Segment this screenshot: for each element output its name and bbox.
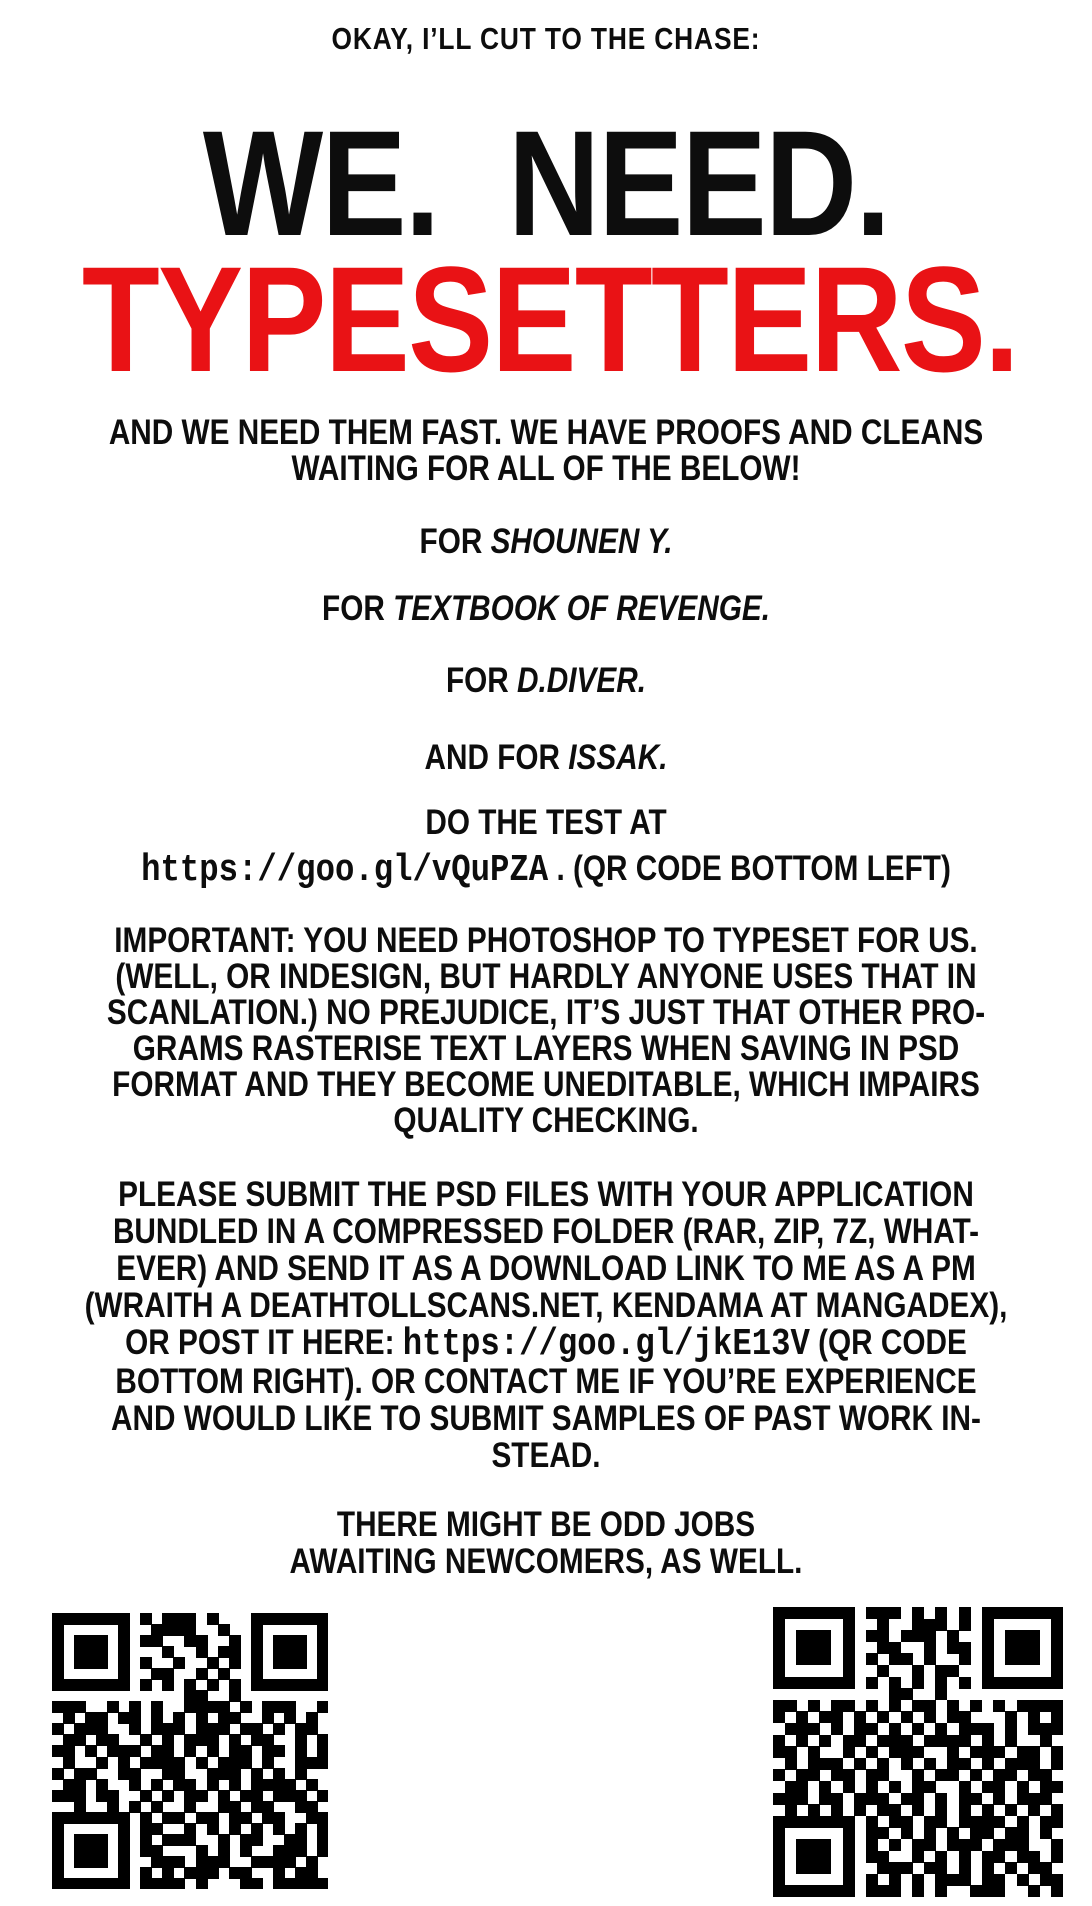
odd-jobs-note [82, 1506, 1010, 1580]
series-title: TEXTBOOK OF REVENGE. [393, 589, 770, 628]
important-paragraph [82, 923, 1010, 1139]
qr-code-bottom-right [773, 1607, 1063, 1897]
urgency-line-2: WAITING FOR ALL OF THE BELOW! [291, 449, 801, 488]
headline-we-need: WE. NEED. [202, 99, 890, 267]
odd-jobs-line-2: AWAITING NEWCOMERS, AS WELL. [289, 1542, 803, 1581]
test-url: https://goo.gl/vQuPZA [141, 849, 549, 892]
series-prefix: FOR [445, 661, 518, 700]
series-title: ISSAK. [568, 738, 668, 777]
important-line: GRAMS RASTERISE TEXT LAYERS WHEN SAVING IN PSD [132, 1029, 960, 1068]
series-item-shounen-y [82, 524, 1010, 560]
test-heading: DO THE TEST AT [425, 803, 667, 842]
series-title: SHOUNEN Y. [490, 522, 673, 561]
series-prefix: AND FOR [424, 738, 569, 777]
series-item-issak [82, 740, 1010, 776]
submit-url-suffix: (QR CODE [809, 1323, 967, 1362]
headline-typesetters: TYPESETTERS. [81, 235, 1018, 403]
submit-line: STEAD. [491, 1436, 601, 1475]
test-url-line [82, 849, 1010, 891]
test-url-suffix: . (QR CODE BOTTOM LEFT) [548, 849, 951, 888]
important-line: (WELL, OR INDESIGN, BUT HARDLY ANYONE USES THAT IN [115, 957, 977, 996]
submit-line: AND WOULD LIKE TO SUBMIT SAMPLES OF PAST WORK IN- [111, 1399, 981, 1438]
submit-line: PLEASE SUBMIT THE PSD FILES WITH YOUR APPLICATION [118, 1175, 974, 1214]
important-line: IMPORTANT: YOU NEED PHOTOSHOP TO TYPESET FOR US. [114, 921, 978, 960]
urgency-line-1: AND WE NEED THEM FAST. WE HAVE PROOFS AND CLEANS [108, 413, 984, 452]
qr-code-bottom-left [52, 1613, 328, 1889]
urgency-text [82, 415, 1010, 487]
series-item-textbook-of-revenge [82, 591, 1010, 627]
submit-line: BUNDLED IN A COMPRESSED FOLDER (RAR, ZIP, 7Z, WHAT- [112, 1212, 980, 1251]
series-prefix: FOR [322, 589, 394, 628]
series-item-d-diver [82, 663, 1010, 699]
series-prefix: FOR [419, 522, 491, 561]
important-line: SCANLATION.) NO PREJUDICE, IT’S JUST THAT OTHER PRO- [106, 993, 986, 1032]
submission-paragraph [82, 1176, 1010, 1474]
submit-url-prefix: OR POST IT HERE: [125, 1323, 403, 1362]
important-line: FORMAT AND THEY BECOME UNEDITABLE, WHICH IMPAIRS [112, 1065, 980, 1104]
series-title: D.DIVER. [517, 661, 647, 700]
submit-line: (WRAITH A DEATHTOLLSCANS.NET, KENDAMA AT MANGADEX), [84, 1286, 1008, 1325]
odd-jobs-line-1: THERE MIGHT BE ODD JOBS [336, 1505, 756, 1544]
intro-line: OKAY, I’LL CUT TO THE CHASE: [331, 21, 761, 56]
submit-url: https://goo.gl/jkE13V [402, 1323, 810, 1366]
submit-line: EVER) AND SEND IT AS A DOWNLOAD LINK TO ME AS A PM [116, 1249, 976, 1288]
submit-url-line [82, 1323, 1010, 1366]
submit-line: BOTTOM RIGHT). OR CONTACT ME IF YOU’RE EXPERIENCE [115, 1362, 977, 1401]
important-line: QUALITY CHECKING. [393, 1101, 699, 1140]
